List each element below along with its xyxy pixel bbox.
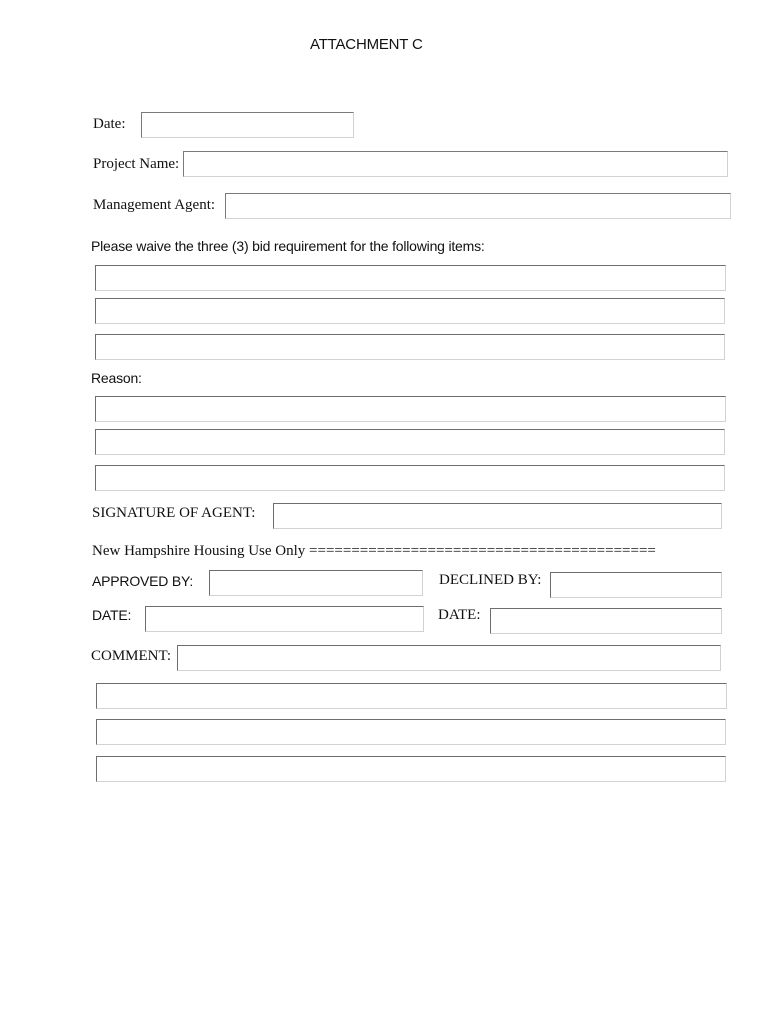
approved-by-label: APPROVED BY: (92, 573, 194, 589)
comment-line-1[interactable] (96, 683, 727, 709)
approved-date-label: DATE: (92, 607, 132, 623)
page-title: ATTACHMENT C (310, 36, 423, 53)
date-field[interactable] (141, 112, 354, 138)
management-agent-label: Management Agent: (93, 197, 216, 213)
declined-by-field[interactable] (550, 572, 722, 598)
item-field-1[interactable] (95, 265, 726, 291)
project-name-field[interactable] (183, 151, 728, 177)
reason-field-3[interactable] (95, 465, 725, 491)
approved-by-field[interactable] (209, 570, 423, 596)
nh-use-only-heading: New Hampshire Housing Use Only ========================================= (92, 543, 656, 559)
declined-date-label: DATE: (438, 607, 481, 623)
reason-label: Reason: (91, 370, 142, 386)
item-field-2[interactable] (95, 298, 725, 324)
signature-label: SIGNATURE OF AGENT: (92, 505, 256, 521)
reason-field-2[interactable] (95, 429, 725, 455)
comment-line-2[interactable] (96, 719, 726, 745)
declined-by-label: DECLINED BY: (439, 572, 542, 588)
reason-field-1[interactable] (95, 396, 726, 422)
signature-field[interactable] (273, 503, 722, 529)
management-agent-field[interactable] (225, 193, 731, 219)
project-name-label: Project Name: (93, 156, 180, 172)
comment-line-3[interactable] (96, 756, 726, 782)
comment-label: COMMENT: (91, 648, 172, 664)
date-label: Date: (93, 116, 126, 132)
declined-date-field[interactable] (490, 608, 722, 634)
waive-request-text: Please waive the three (3) bid requirement for the following items: (91, 238, 485, 254)
comment-field[interactable] (177, 645, 721, 671)
item-field-3[interactable] (95, 334, 725, 360)
approved-date-field[interactable] (145, 606, 424, 632)
